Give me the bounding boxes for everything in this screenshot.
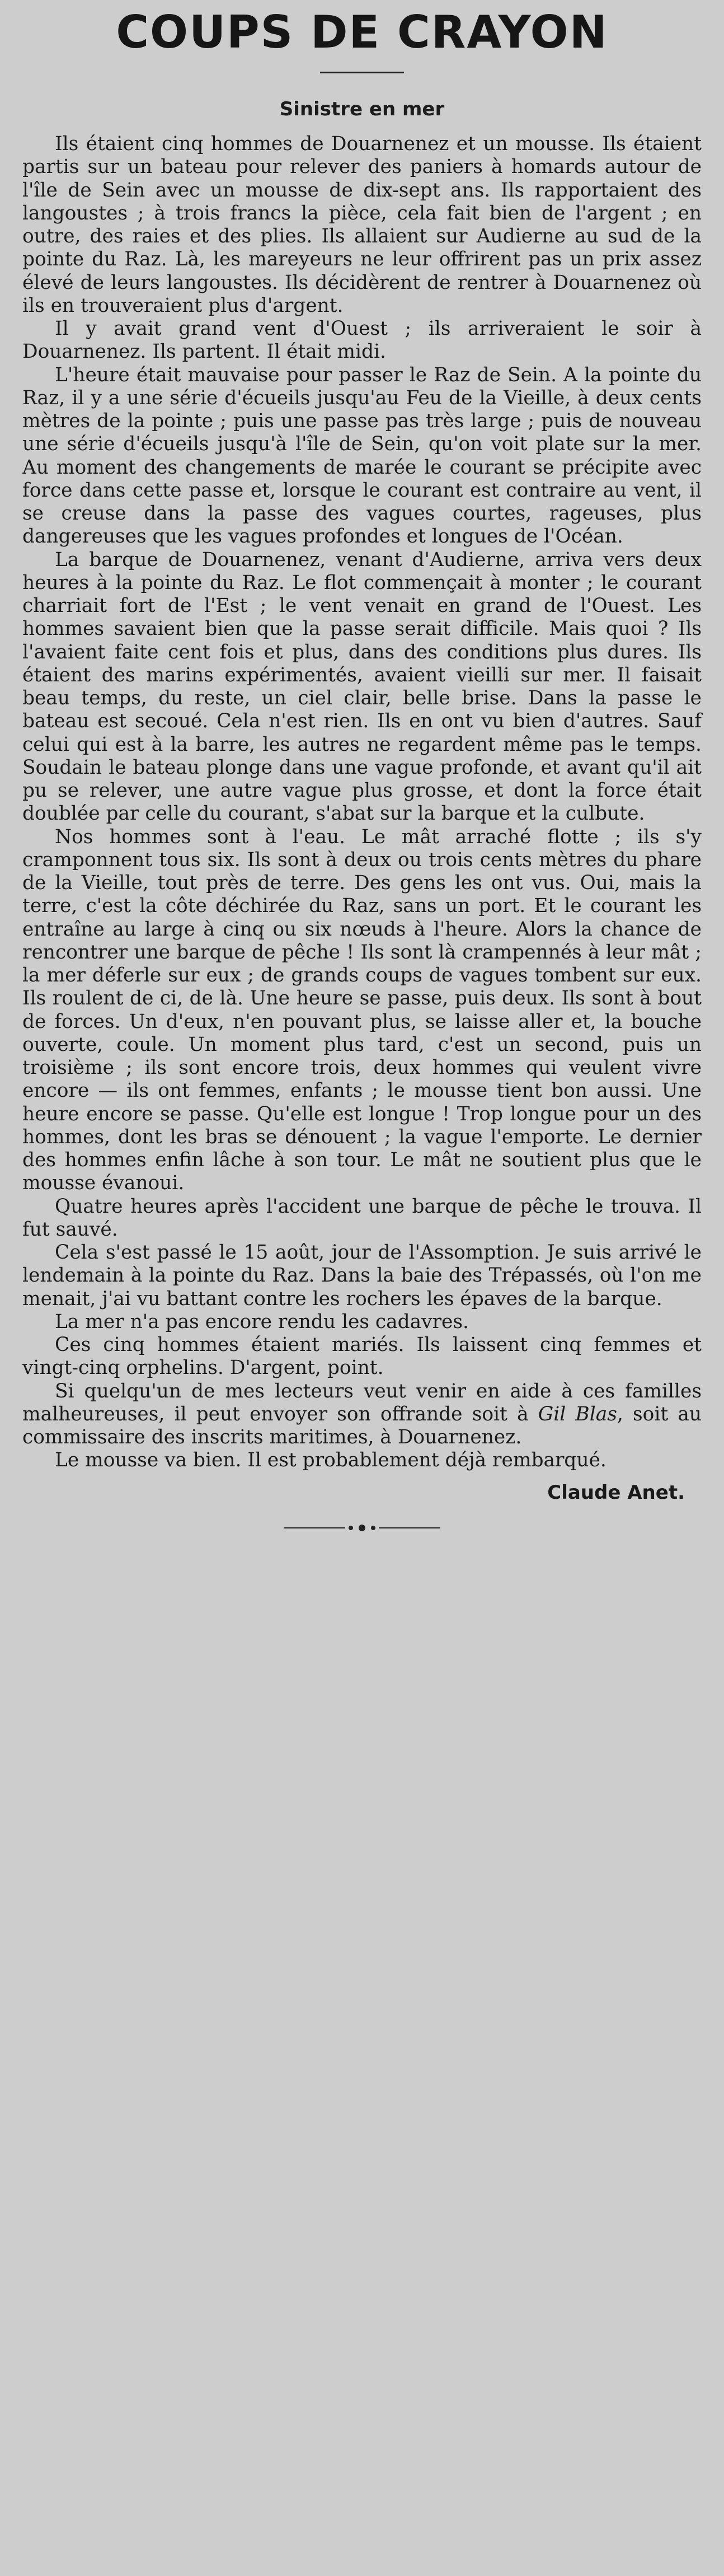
- paragraph: Il y avait grand vent d'Ouest ; ils arriveraient le soir à Douarnenez. Ils partent. Il était midi.: [22, 317, 702, 363]
- closing-paragraph: Le mousse va bien. Il est probablement déjà rembarqué.: [55, 1449, 607, 1472]
- paragraph: Quatre heures après l'accident une barque de pêche le trouva. Il fut sauvé.: [22, 1195, 702, 1241]
- article-headline: Sinistre en mer: [279, 98, 445, 120]
- appeal-paragraph: [22, 1380, 702, 1450]
- appeal-text-end: , soit au commissaire des inscrits maritimes, à Douarnenez.: [22, 1402, 702, 1448]
- column-masthead: COUPS DE CRAYON: [116, 6, 608, 58]
- paragraph: La barque de Douarnenez, venant d'Audierne, arriva vers deux heures à la pointe du Raz. Le flot commençait à monter ; le courant charriait fort de l'Est ; le vent venait en grand de l'Ouest. Les hommes savaient bien que la passe serait difficile. Mais quoi ? Ils l'avaient faite cent fois et plus, dans des conditions plus dures. Ils étaient des marins expérimentés, avaient vieilli sur mer. Il faisait beau temps, du reste, un ciel clair, belle brise. Dans la passe le bateau est secoué. Cela n'est rien. Ils en ont vu bien d'autres. Sauf celui qui est à la barre, les autres ne regardent même pas le temps. Soudain le bateau plonge dans une vague profonde, et avant qu'il ait pu se relever, une autre vague plus grosse, et dont la force était doublée par celle du courant, s'abat sur la barque et la culbute.: [22, 548, 702, 825]
- end-ornament: [278, 1520, 446, 1536]
- paragraph: Nos hommes sont à l'eau. Le mât arraché flotte ; ils s'y cramponnent tous six. Ils sont à deux ou trois cents mètres du phare de la Vieille, tout près de terre. Des gens les ont vus. Oui, mais la terre, c'est la côte déchirée du Raz, sans un port. Et le courant les entraîne au large à cinq ou six nœuds à l'heure. Alors la chance de rencontrer une barque de pêche ! Ils sont là crampennés à leur mât ; la mer déferle sur eux ; de grands coups de vagues tombent sur eux. Ils roulent de ci, de là. Une heure se passe, puis deux. Ils sont à bout de forces. Un d'eux, n'en pouvant plus, se laisse aller et, la bouche ouverte, coule. Un moment plus tard, c'est un second, puis un troisième ; ils sont encore trois, deux hommes qui veulent vivre encore — ils ont femmes, enfants ; le mousse tient bon aussi. Une heure encore se passe. Qu'elle est longue ! Trop longue pour un des hommes, dont les bras se dénouent ; la vague l'emporte. Le dernier des hommes enfin lâche à son tour. Le mât ne soutient plus que le mousse évanoui.: [22, 825, 702, 1195]
- appeal-text-start: Si quelqu'un de mes lecteurs veut venir en aide à ces familles malheureuses, il peut envoyer son offrande soit à: [22, 1380, 702, 1425]
- paragraph: Cela s'est passé le 15 août, jour de l'Assomption. Je suis arrivé le lendemain à la pointe du Raz. Dans la baie des Trépassés, où l'on me menait, j'ai vu battant contre les rochers les épaves de la barque.: [22, 1241, 702, 1310]
- paragraph: Ils étaient cinq hommes de Douarnenez et un mousse. Ils étaient partis sur un bateau pour relever des paniers à homards autour de l'île de Sein avec un mousse de dix-sept ans. Ils rapportaient des langoustes ; à trois francs la pièce, cela fait bien de l'argent ; en outre, des raies et des plies. Ils allaient sur Audierne au sud de la pointe du Raz. Là, les mareyeurs ne leur offrirent pas un prix assez élevé de leurs langoustes. Ils décidèrent de rentrer à Douarnenez où ils en trouveraient plus d'argent.: [22, 133, 702, 317]
- paragraph: Ces cinq hommes étaient mariés. Ils laissent cinq femmes et vingt-cinq orphelins. D'argent, point.: [22, 1334, 702, 1380]
- newspaper-name: Gil Blas: [538, 1402, 617, 1425]
- masthead-rule: [320, 72, 404, 73]
- paragraph: L'heure était mauvaise pour passer le Raz de Sein. A la pointe du Raz, il y a une série d'écueils jusqu'au Feu de la Vieille, à deux cents mètres de la pointe ; puis une passe pas très large ; puis de nouveau une série d'écueils jusqu'à l'île de Sein, qu'on voit plate sur la mer. Au moment des changements de marée le courant se précipite avec force dans cette passe et, lorsque le courant est contraire au vent, il se creuse dans la passe des vagues courtes, rageuses, plus dangereuses que les vagues profondes et longues de l'Océan.: [22, 363, 702, 548]
- paragraph: La mer n'a pas encore rendu les cadavres.: [55, 1310, 469, 1333]
- author-signature: Claude Anet.: [547, 1481, 685, 1504]
- article-body: [22, 133, 702, 1472]
